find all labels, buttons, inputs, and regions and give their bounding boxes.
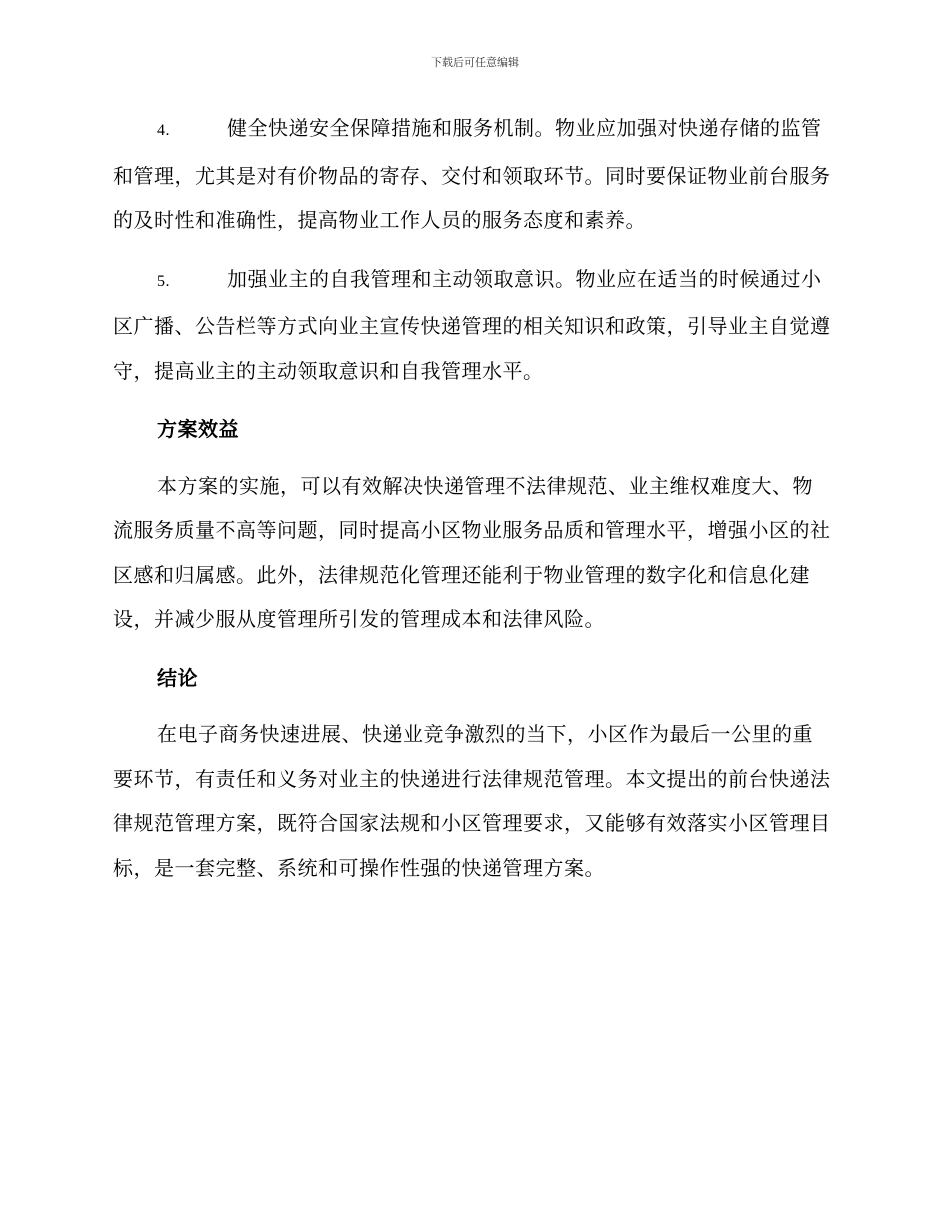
section-title-conclusion: 结论 (157, 665, 198, 690)
section-title-benefits: 方案效益 (157, 417, 239, 441)
list-text-5: 加强业主的自我管理和主动领取意识。物业应在适当的时候通过小区广播、公告栏等方式向业主宣传快递管理的相关知识和政策，引导业主自觉遵守，提高业主的主动领取意识和自我管理水平。 (113, 266, 831, 383)
paragraph-conclusion: 在电子商务快速进展、快递业竞争激烈的当下，小区作为最后一公里的重要环节，有责任和义务对业主的快递进行法律规范管理。本文提出的前台快递法律规范管理方案，既符合国家法规和小区管理要求，又能够有效落实小区管理目标，是一套完整、系统和可操作性强的快递管理方案。 (113, 722, 831, 880)
list-number-5: 5. (157, 272, 170, 290)
list-text-4: 健全快递安全保障措施和服务机制。物业应加强对快递存储的监管和管理，尤其是对有价物品的寄存、交付和领取环节。同时要保证物业前台服务的及时性和准确性，提高物业工作人员的服务态度和素养。 (113, 116, 831, 232)
list-item-4 (113, 106, 833, 243)
document-body (113, 106, 833, 904)
list-item-5 (113, 257, 833, 394)
header-note: 下载后可任意编辑 (431, 56, 519, 69)
paragraph-benefits: 本方案的实施，可以有效解决快递管理不法律规范、业主维权难度大、物流服务质量不高等问题，同时提高小区物业服务品质和管理水平，增强小区的社区感和归属感。此外，法律规范化管理还能利于物业管理的数字化和信息化建设，并减少服从度管理所引发的管理成本和法律风险。 (113, 473, 831, 631)
list-number-4: 4. (157, 122, 170, 139)
